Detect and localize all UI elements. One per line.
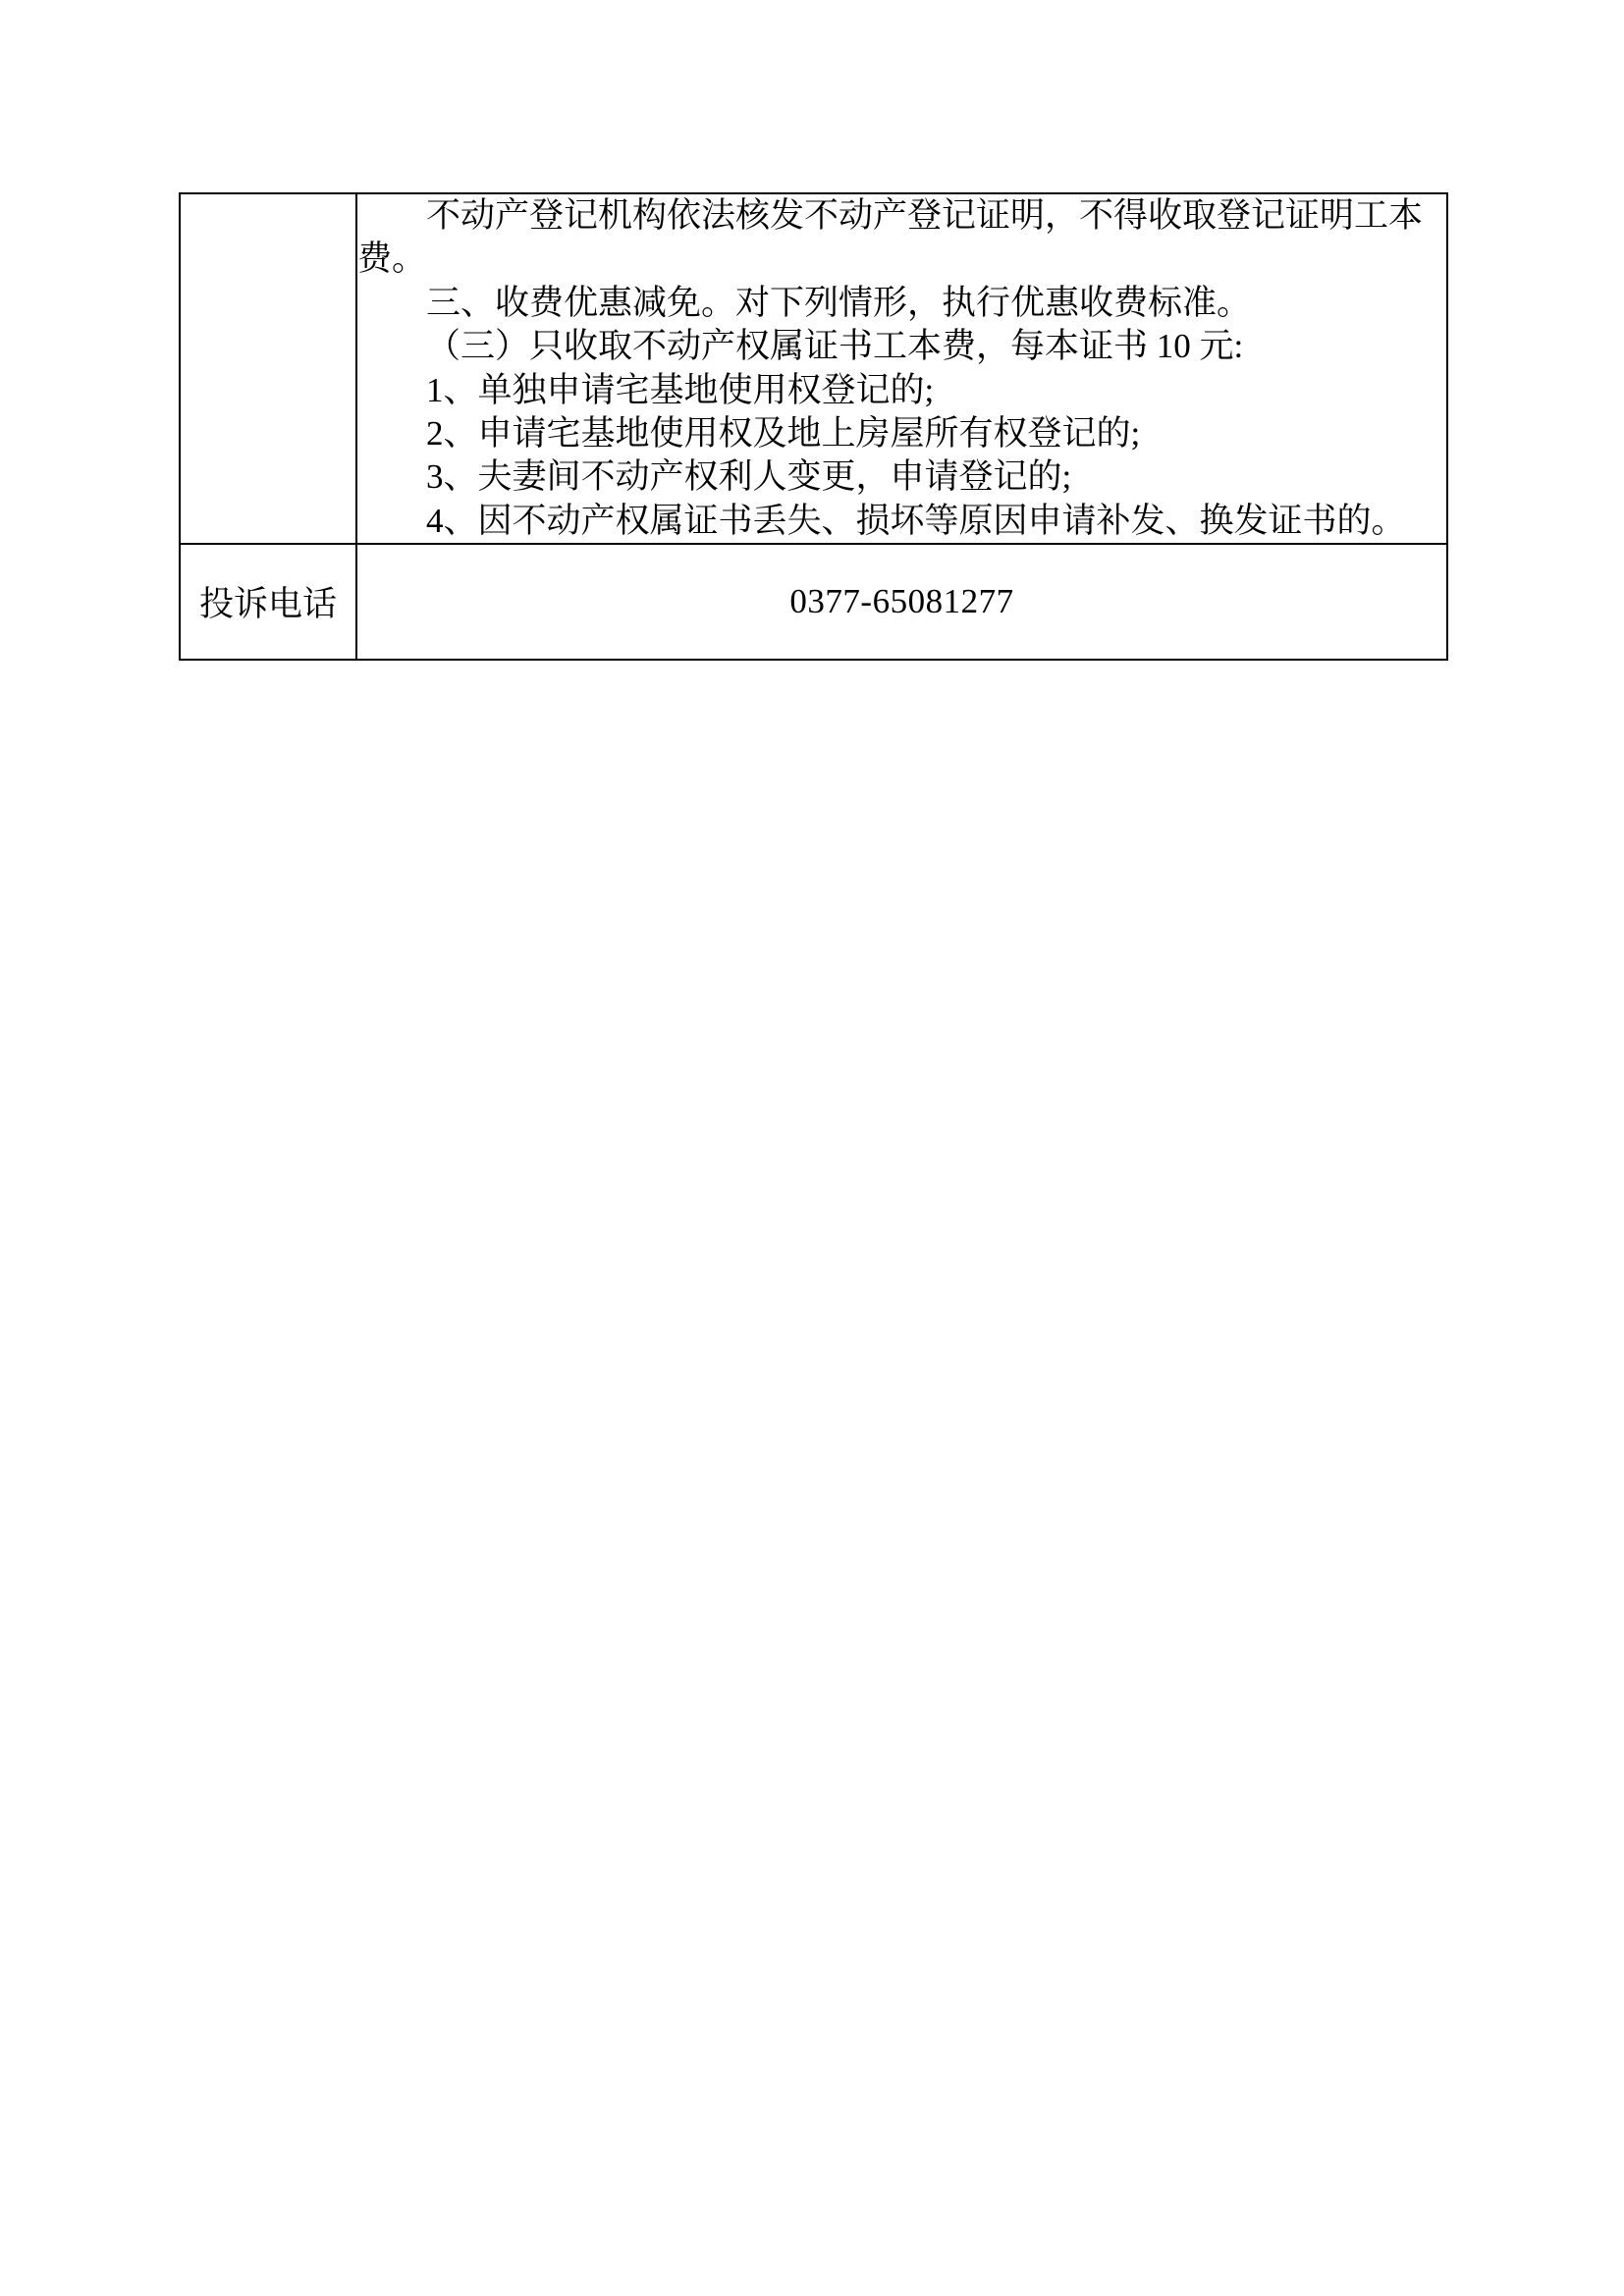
complaint-phone-label: 投诉电话	[180, 544, 356, 660]
text-line: 4、因不动产权属证书丢失、损坏等原因申请补发、换发证书的。	[426, 501, 1406, 540]
fee-policy-label-cell	[180, 193, 356, 544]
text-line: 2、申请宅基地使用权及地上房屋所有权登记的;	[426, 414, 1141, 454]
text-line: 不动产登记机构依法核发不动产登记证明，不得收取登记证明工本	[426, 196, 1424, 235]
text-line: 费。	[357, 240, 427, 279]
fee-policy-content-cell	[356, 193, 1447, 544]
text-line: 3、夫妻间不动产权利人变更，申请登记的;	[426, 457, 1072, 497]
text-line: 三、收费优惠减免。对下列情形，执行优惠收费标准。	[426, 283, 1252, 322]
text-line: （三）只收取不动产权属证书工本费，每本证书 10 元:	[426, 327, 1244, 366]
table-row-complaint-phone	[180, 544, 1447, 660]
complaint-phone-number: 0377-65081277	[356, 544, 1447, 660]
fee-policy-text	[357, 194, 1446, 543]
fee-schedule-table	[179, 192, 1448, 661]
table-row-fee-policy	[180, 193, 1447, 544]
text-line: 1、单独申请宅基地使用权登记的;	[426, 370, 935, 409]
